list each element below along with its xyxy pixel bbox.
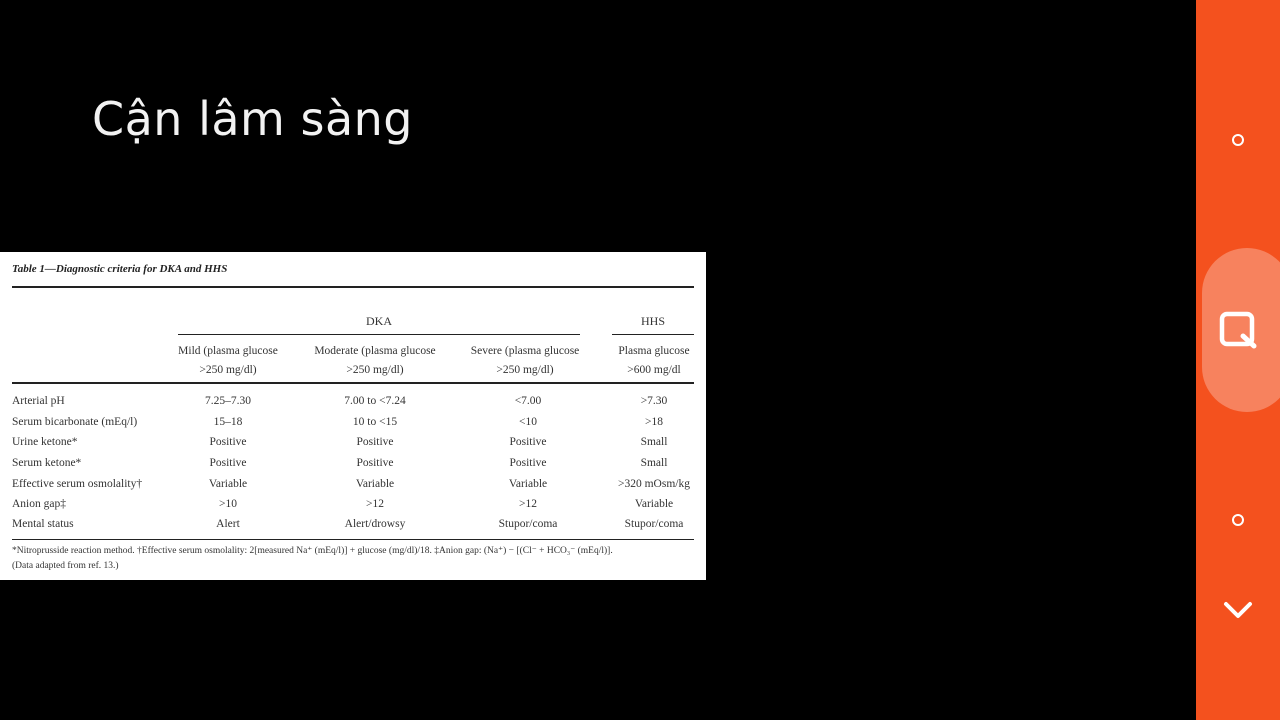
- table-row: Mental status Alert Alert/drowsy Stupor/coma Stupor/coma: [12, 518, 684, 530]
- circle-icon: [1232, 134, 1244, 146]
- hhs-underline: [612, 334, 694, 335]
- group-header-hhs: HHS: [640, 314, 665, 328]
- side-panel: [1196, 0, 1280, 720]
- table-caption: Table 1—Diagnostic criteria for DKA and HHS: [12, 263, 228, 275]
- table-row: Arterial pH 7.25–7.30 7.00 to <7.24 <7.00 >7.30: [12, 395, 668, 407]
- caption-divider: [12, 539, 694, 540]
- table-row: Effective serum osmolality† Variable Variable Variable >320 mOsm/kg: [12, 478, 690, 490]
- dka-underline: [178, 334, 580, 335]
- diagnostic-criteria-table-image: [0, 252, 706, 580]
- collapse-button[interactable]: [1196, 588, 1280, 632]
- header-rule: [12, 382, 694, 384]
- table-row: Serum bicarbonate (mEq/l) 15–18 10 to <15 <10 >18: [12, 416, 663, 428]
- panel-circle-button-top[interactable]: [1196, 120, 1280, 160]
- table-footnote: *Nitroprusside reaction method. †Effective serum osmolality: 2[measured Na⁺ (mEq/l)] + glucose (mg/dl)/18. ‡Anion gap: (Na⁺) − [(Cl⁻ + HCO₃⁻ (mEq/l)]. (Data adapted from ref. 13.): [12, 546, 613, 571]
- table-row: Serum ketone* Positive Positive Positive Small: [12, 457, 668, 469]
- search-icon: [1214, 306, 1262, 354]
- circle-icon: [1232, 514, 1244, 526]
- top-rule: [12, 286, 694, 288]
- column-header-mild: Mild (plasma glucose >250 mg/dl): [178, 345, 278, 376]
- search-button[interactable]: [1196, 300, 1280, 360]
- slide-title: Cận lâm sàng: [92, 92, 413, 146]
- table-row: Urine ketone* Positive Positive Positive Small: [12, 436, 668, 448]
- column-header-hhs: Plasma glucose >600 mg/dl: [618, 345, 690, 376]
- group-header-dka: DKA: [366, 314, 392, 328]
- table-row: Anion gap‡ >10 >12 >12 Variable: [12, 498, 674, 510]
- panel-circle-button-bottom[interactable]: [1196, 500, 1280, 540]
- chevron-down-icon: [1221, 598, 1255, 622]
- column-header-severe: Severe (plasma glucose >250 mg/dl): [470, 345, 580, 376]
- column-header-moderate: Moderate (plasma glucose >250 mg/dl): [314, 345, 436, 376]
